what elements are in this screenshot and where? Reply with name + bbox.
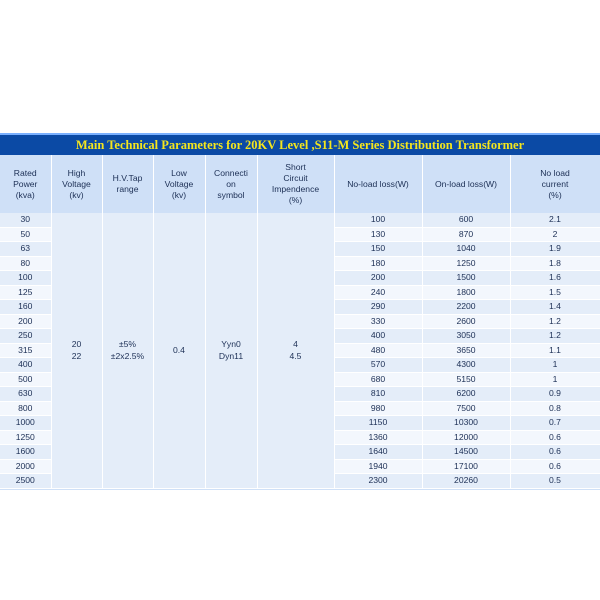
no-load-current-cell: 1.2 <box>510 314 600 329</box>
bottom-divider <box>0 489 600 490</box>
header-line: No load <box>540 167 570 178</box>
no-load-loss-cell: 1640 <box>334 445 422 460</box>
no-load-loss-cell: 480 <box>334 343 422 358</box>
tap-range-cell <box>102 213 153 488</box>
header-line: current <box>541 178 569 189</box>
on-load-loss-cell: 3650 <box>422 343 510 358</box>
low-voltage-cell <box>153 213 205 488</box>
on-load-loss-cell: 1500 <box>422 271 510 286</box>
header-line: Voltage <box>164 178 194 189</box>
no-load-current-cell: 0.5 <box>510 474 600 489</box>
no-load-current-cell: 2.1 <box>510 213 600 227</box>
header-on-load-loss <box>422 155 510 213</box>
rated-power-cell: 30 <box>0 213 51 227</box>
header-line: on <box>226 178 236 189</box>
header-line: Power <box>13 178 38 189</box>
header-line: symbol <box>217 189 245 200</box>
on-load-loss-cell: 870 <box>422 227 510 242</box>
header-no-load-loss <box>334 155 422 213</box>
header-short-circuit-impedance <box>257 155 334 213</box>
no-load-loss-cell: 2300 <box>334 474 422 489</box>
high-voltage-cell <box>51 213 102 488</box>
no-load-current-cell: 0.6 <box>510 430 600 445</box>
no-load-loss-cell: 180 <box>334 256 422 271</box>
rated-power-cell: 63 <box>0 242 51 257</box>
rated-power-cell: 630 <box>0 387 51 402</box>
on-load-loss-cell: 2600 <box>422 314 510 329</box>
merged-value: ±5% <box>118 339 137 350</box>
header-line: (kv) <box>69 189 84 200</box>
header-line: Rated <box>13 167 37 178</box>
rated-power-cell: 80 <box>0 256 51 271</box>
no-load-current-cell: 1.4 <box>510 300 600 315</box>
on-load-loss-cell: 2200 <box>422 300 510 315</box>
no-load-current-cell: 0.8 <box>510 401 600 416</box>
header-line: On-load loss(W) <box>434 178 498 189</box>
header-line: Short <box>285 162 306 172</box>
header-line: H.V.Tap <box>112 173 143 183</box>
on-load-loss-cell: 7500 <box>422 401 510 416</box>
no-load-current-cell: 1 <box>510 358 600 373</box>
no-load-loss-cell: 400 <box>334 329 422 344</box>
no-load-loss-cell: 810 <box>334 387 422 402</box>
rated-power-cell: 250 <box>0 329 51 344</box>
no-load-current-cell: 0.7 <box>510 416 600 431</box>
rated-power-cell: 1250 <box>0 430 51 445</box>
rated-power-cell: 1000 <box>0 416 51 431</box>
on-load-loss-cell: 20260 <box>422 474 510 489</box>
no-load-current-cell: 2 <box>510 227 600 242</box>
no-load-loss-cell: 100 <box>334 213 422 227</box>
impedance-cell <box>257 213 334 488</box>
table-body <box>0 213 600 488</box>
on-load-loss-cell: 17100 <box>422 459 510 474</box>
merged-value: 4 <box>293 339 298 350</box>
no-load-loss-cell: 680 <box>334 372 422 387</box>
header-line: (kva) <box>15 189 35 200</box>
no-load-loss-cell: 980 <box>334 401 422 416</box>
header-line: No-load loss(W) <box>347 178 409 189</box>
no-load-loss-cell: 200 <box>334 271 422 286</box>
header-line: range <box>116 184 139 194</box>
rated-power-cell: 200 <box>0 314 51 329</box>
no-load-loss-cell: 130 <box>334 227 422 242</box>
rated-power-cell: 1600 <box>0 445 51 460</box>
on-load-loss-cell: 1800 <box>422 285 510 300</box>
no-load-current-cell: 0.6 <box>510 445 600 460</box>
header-line: Connecti <box>214 167 248 178</box>
no-load-current-cell: 0.6 <box>510 459 600 474</box>
header-line: Circuit <box>283 173 308 183</box>
no-load-loss-cell: 1150 <box>334 416 422 431</box>
rated-power-cell: 400 <box>0 358 51 373</box>
rated-power-cell: 50 <box>0 227 51 242</box>
no-load-current-cell: 1.2 <box>510 329 600 344</box>
rated-power-cell: 100 <box>0 271 51 286</box>
merged-value: Dyn11 <box>218 351 244 362</box>
header-line: (%) <box>288 195 303 205</box>
rated-power-cell: 160 <box>0 300 51 315</box>
merged-value: 20 <box>71 339 82 350</box>
rated-power-cell: 800 <box>0 401 51 416</box>
header-row <box>0 155 600 213</box>
no-load-current-cell: 1.5 <box>510 285 600 300</box>
merged-value: Yyn0 <box>221 339 241 350</box>
no-load-loss-cell: 330 <box>334 314 422 329</box>
no-load-loss-cell: 1940 <box>334 459 422 474</box>
table-header <box>0 155 600 213</box>
table-row <box>0 213 600 227</box>
header-line: High <box>67 167 86 178</box>
on-load-loss-cell: 3050 <box>422 329 510 344</box>
connection-symbol-cell <box>205 213 257 488</box>
no-load-loss-cell: 290 <box>334 300 422 315</box>
no-load-current-cell: 1.9 <box>510 242 600 257</box>
no-load-current-cell: 1.6 <box>510 271 600 286</box>
header-connection-symbol <box>205 155 257 213</box>
merged-value: ±2x2.5% <box>110 351 145 362</box>
rated-power-cell: 315 <box>0 343 51 358</box>
parameter-table <box>0 155 600 489</box>
header-line: Low <box>171 167 187 178</box>
on-load-loss-cell: 4300 <box>422 358 510 373</box>
header-line: Impendence <box>271 184 320 194</box>
rated-power-cell: 125 <box>0 285 51 300</box>
merged-value: 22 <box>71 351 82 362</box>
parameter-table-container <box>0 133 600 490</box>
merged-value: 4.5 <box>289 351 302 362</box>
on-load-loss-cell: 10300 <box>422 416 510 431</box>
on-load-loss-cell: 12000 <box>422 430 510 445</box>
header-low-voltage <box>153 155 205 213</box>
header-high-voltage <box>51 155 102 213</box>
no-load-loss-cell: 570 <box>334 358 422 373</box>
on-load-loss-cell: 5150 <box>422 372 510 387</box>
no-load-current-cell: 1.8 <box>510 256 600 271</box>
rated-power-cell: 2500 <box>0 474 51 489</box>
header-no-load-current <box>510 155 600 213</box>
header-rated-power <box>0 155 51 213</box>
header-line: (%) <box>548 189 562 200</box>
no-load-loss-cell: 1360 <box>334 430 422 445</box>
header-line: (kv) <box>171 189 187 200</box>
on-load-loss-cell: 14500 <box>422 445 510 460</box>
rated-power-cell: 500 <box>0 372 51 387</box>
header-tap-range <box>102 155 153 213</box>
on-load-loss-cell: 6200 <box>422 387 510 402</box>
no-load-current-cell: 1 <box>510 372 600 387</box>
no-load-current-cell: 1.1 <box>510 343 600 358</box>
no-load-current-cell: 0.9 <box>510 387 600 402</box>
rated-power-cell: 2000 <box>0 459 51 474</box>
table-title: Main Technical Parameters for 20KV Level ,S11-M Series Distribution Transformer <box>0 133 600 155</box>
on-load-loss-cell: 600 <box>422 213 510 227</box>
header-line: Voltage <box>62 178 91 189</box>
on-load-loss-cell: 1040 <box>422 242 510 257</box>
merged-value: 0.4 <box>173 345 185 356</box>
no-load-loss-cell: 240 <box>334 285 422 300</box>
no-load-loss-cell: 150 <box>334 242 422 257</box>
on-load-loss-cell: 1250 <box>422 256 510 271</box>
